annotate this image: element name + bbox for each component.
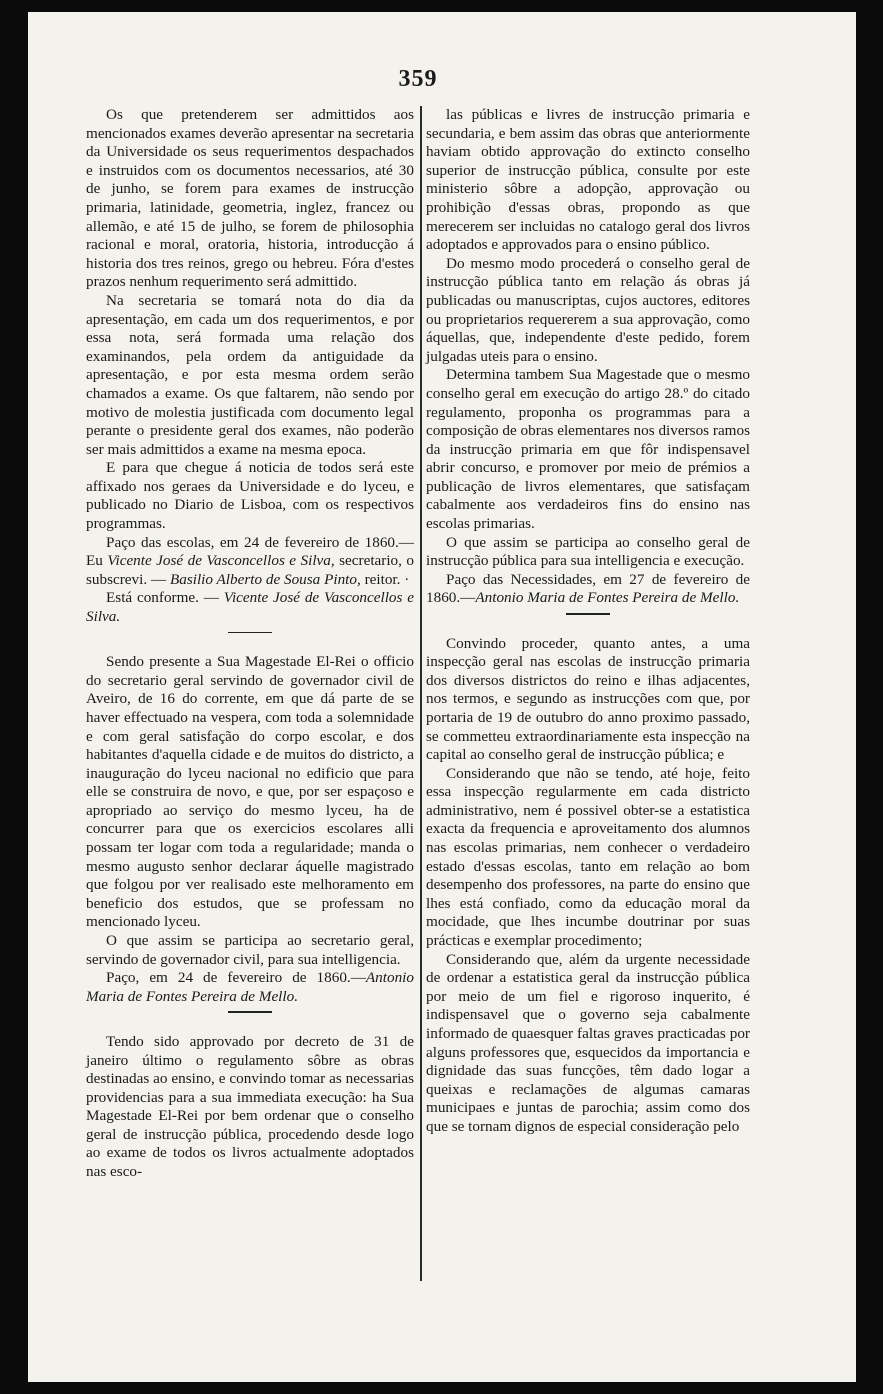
paragraph: O que assim se participa ao conselho geral de instrucção pública para sua intelligencia e execução. <box>426 533 750 570</box>
paragraph: Paço das Necessidades, em 27 de fevereiro de 1860.—Antonio Maria de Fontes Pereira de Mello. <box>426 570 750 607</box>
paragraph: Considerando que não se tendo, até hoje, feito essa inspecção regularmente em cada districto administrativo, nem é possivel obter-se a estatistica exacta da frequencia e aproveitamento dos alumnos nas escolas primarias, nem conhecer o verdadeiro estado d'essas escolas, tanto em relação ao bom desempenho dos professores, na parte do ensino que lhes está confiado, como da educação moral da mocidade, que lhes incumbe doutrinar por suas prácticas e exemplar procedimento; <box>426 764 750 950</box>
paragraph: Determina tambem Sua Magestade que o mesmo conselho geral em execução do artigo 28.º do citado regulamento, proponha os programmas para a composição de obras elementares nos diversos ramos da instrucção primaria em que fôr indispensavel abrir concurso, e promover por meio de prémios a publicação de livros elementares, que satisfaçam cabalmente aos verdadeiros fins do ensino nas escolas primarias. <box>426 366 750 533</box>
paragraph: Considerando que, além da urgente necessidade de ordenar a estatistica geral da instrucção pública por meio de um fiel e rigoroso inquerito, é indispensavel que o governo seja cabalmente informado de quaesquer faltas graves practicadas por alguns professores que, esquecidos da importancia e dignidade das suas funcções, têm dado logar a queixas e reclamações de algumas camaras municipaes e juntas de parochia; assim como dos que se tornam dignos de especial consideração pelo <box>426 950 750 1135</box>
paragraph: E para que chegue á noticia de todos será este affixado nos geraes da Universidade e do lyceu, e publicado no Diario de Lisboa, com os respectivos programmas. <box>86 459 414 533</box>
right-column <box>426 106 750 1137</box>
paragraph: Do mesmo modo procederá o conselho geral de instrucção pública tanto em relação ás obras já publicadas ou manuscriptas, cujos auctores, editores ou proprietarios requererem a sua approvação, como áquellas, que, independente d'este pedido, forem julgadas uteis para o ensino. <box>426 254 750 365</box>
signature: Antonio Maria de Fontes Pereira de Mello. <box>475 589 740 607</box>
signature: Vicente José de Vasconcellos e Silva. <box>86 589 414 626</box>
section-divider <box>228 632 272 634</box>
paragraph: O que assim se participa ao secretario geral, servindo de governador civil, para sua intelligencia. <box>86 932 414 968</box>
page-number: 359 <box>398 66 438 92</box>
paragraph: Está conforme. — Vicente José de Vasconcellos e Silva. <box>86 589 414 626</box>
signature: Vicente José de Vasconcellos e Silva, <box>107 552 335 570</box>
signature: Antonio Maria de Fontes Pereira de Mello. <box>86 969 414 1005</box>
paragraph: Os que pretenderem ser admittidos aos mencionados exames deverão apresentar na secretaria da Universidade os seus requerimentos despachados e instruidos com os documentos necessarios, até 30 de junho, se forem para exames de instrucção primaria, latinidade, geometria, inglez, francez ou allemão, e até 15 de julho, se forem de philosophia racional e moral, oratoria, historia, introducção á historia dos tres reinos, grego ou hebreu. Fóra d'estes prazos nenhum requerimento será admittido. <box>86 106 414 291</box>
paragraph: Convindo proceder, quanto antes, a uma inspecção geral nas escolas de instrucção primaria dos diversos districtos do reino e ilhas adjacentes, nos termos, e segundo as instrucções com que, por portaria de 19 de outubro do anno proximo passado, se commetteu extraordinariamente esta inspecção na capital ao conselho geral de instrucção pública; e <box>426 634 750 764</box>
left-column <box>86 106 414 1182</box>
paragraph: Na secretaria se tomará nota do dia da apresentação, em cada um dos requerimentos, e por essa nota, será formada uma relação dos examinandos, pela ordem da antiguidade da apresentação, e por esta mesma ordem serão chamados a exame. Os que faltarem, não sendo por motivo de molestia justificada com documento legal perante o presidente geral dos exames, não poderão ser mais admittidos a exame na mesma epoca. <box>86 291 414 458</box>
column-divider <box>420 106 422 1281</box>
paragraph: Tendo sido approvado por decreto de 31 de janeiro último o regulamento sôbre as obras destinadas ao ensino, e convindo tomar as necessarias providencias para a sua immediata execução: ha Sua Magestade El-Rei por bem ordenar que o conselho geral de instrucção pública, procedendo desde logo ao exame de todos os livros actualmente adoptados nas esco- <box>86 1032 414 1181</box>
paragraph: Sendo presente a Sua Magestade El-Rei o officio do secretario geral servindo de governador civil de Aveiro, de 16 do corrente, em que dá parte de se haver effectuado na vespera, com toda a solemnidade e com geral satisfação do corpo escolar, e dos habitantes d'aquella cidade e de muitos do districto, a inauguração do lyceu nacional no edificio que para elle se construira de novo, e que, por ser espaçoso e apropriado ao serviço do mesmo lyceu, ha de concurrer para que os exercicios escolares alli possam ter logar com toda a regularidade; manda o mesmo augusto senhor declarar áquelle magistrado que folgou por ver realisado este melhoramento em beneficio dos estudos, que se professam no mencionado lyceu. <box>86 653 414 931</box>
paragraph: Paço, em 24 de fevereiro de 1860.—Antonio Maria de Fontes Pereira de Mello. <box>86 969 414 1005</box>
paragraph: las públicas e livres de instrucção primaria e secundaria, e bem assim das obras que anteriormente haviam obtido approvação do extincto conselho superior de instrucção pública, consulte por este ministerio sôbre a adopção, approvação ou prohibição d'essas obras, propondo as que merecerem ser incluidas no catalogo geral dos livros adoptados e approvados para o ensino público. <box>426 106 750 254</box>
signature: Basilio Alberto de Sousa Pinto, <box>169 570 361 588</box>
section-divider <box>566 613 610 615</box>
paragraph: Paço das escolas, em 24 de fevereiro de 1860.—Eu Vicente José de Vasconcellos e Silva, secretario, o subscrevi. — Basilio Alberto de Sousa Pinto, reitor. · <box>86 533 414 588</box>
page-sheet <box>28 12 856 1382</box>
section-divider <box>228 1011 272 1013</box>
